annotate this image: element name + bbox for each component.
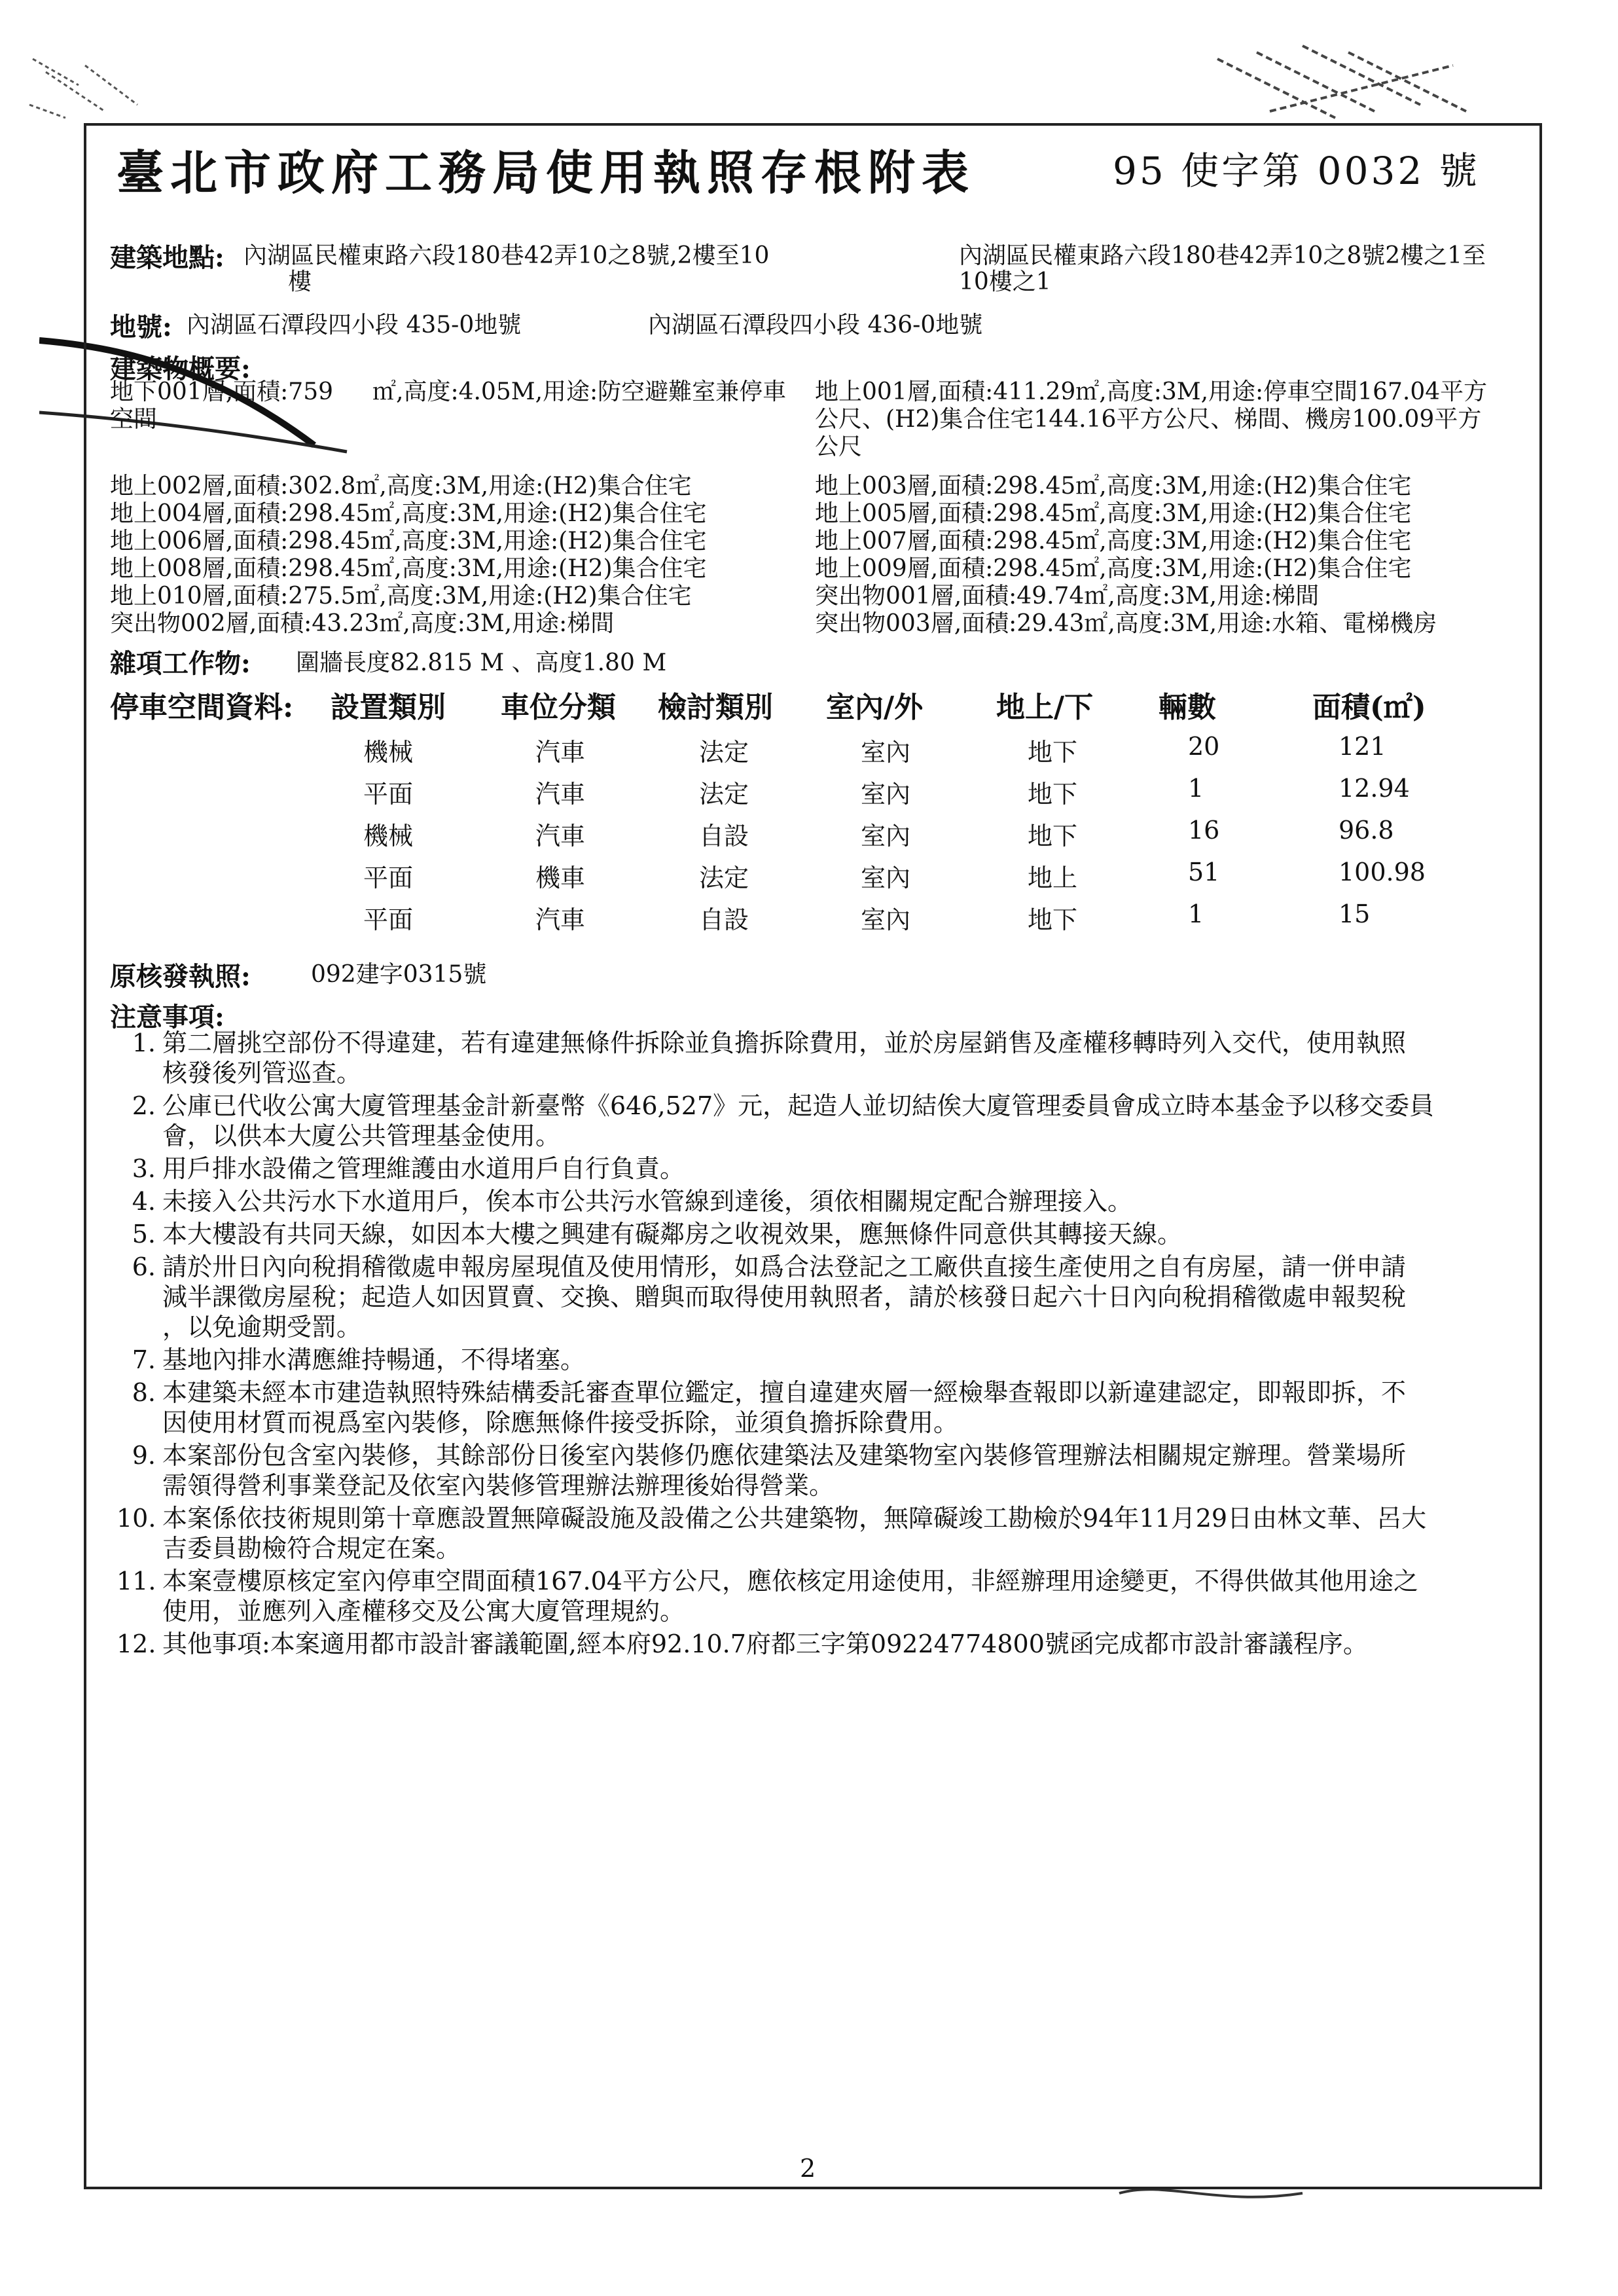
table-cell: 平面 (363, 864, 414, 892)
note-number: 5. (132, 1220, 156, 1248)
table-cell: 機械 (363, 822, 414, 850)
document-title: 臺北市政府工務局使用執照存根附表 (117, 145, 976, 200)
overview-b1-line1 (110, 380, 786, 405)
table-cell: 16 (1188, 816, 1220, 845)
parking-header: 室內/外 (826, 691, 924, 724)
note-line: 吉委員勘檢符合規定在案。 (162, 1534, 461, 1563)
site-address-right-2: 10樓之1 (959, 268, 1051, 295)
list-item (117, 1091, 1530, 1151)
overview-f1-line2: 公尺、(H2)集合住宅144.16平方公尺、梯間、機房100.09平方 (815, 406, 1482, 433)
note-number: 3. (132, 1154, 156, 1183)
table-cell: 汽車 (535, 738, 586, 767)
table-cell: 地上 (1028, 864, 1078, 892)
overview-label: 建築物概要: (110, 354, 251, 384)
note-number: 11. (117, 1567, 156, 1595)
list-item (117, 1377, 1530, 1438)
scan-mark-top-left (26, 46, 196, 131)
note-line: ，以免逾期受罰。 (162, 1313, 362, 1341)
site-address-left-1: 內湖區民權東路六段180巷42弄10之8號,2樓至10 (243, 242, 770, 269)
note-number: 1. (132, 1029, 156, 1057)
table-cell: 地下 (1028, 822, 1078, 850)
note-line: 第二層挑空部份不得違建，若有違建無條件拆除並負擔拆除費用，並於房屋銷售及產權移轉時列入交代，使用執照 (162, 1029, 1407, 1057)
table-cell: 15 (1339, 900, 1371, 928)
note-line: 會，以供本大廈公共管理基金使用。 (162, 1121, 561, 1150)
overview-right-row: 地上007層,面積:298.45㎡,高度:3M,用途:(H2)集合住宅 (815, 528, 1412, 555)
overview-left-row: 地上010層,面積:275.5㎡,高度:3M,用途:(H2)集合住宅 (110, 583, 692, 610)
lot-right: 內湖區石潭段四小段 436-0地號 (648, 312, 983, 338)
list-item (117, 1566, 1530, 1626)
table-cell: 汽車 (535, 822, 586, 850)
table-cell: 1 (1188, 900, 1204, 928)
note-line: 公庫已代收公寓大廈管理基金計新臺幣《646,527》元，起造人並切結俟大廈管理委員會成立時本基金予以移交委員 (162, 1091, 1435, 1120)
table-cell: 法定 (699, 780, 749, 809)
list-item (117, 1219, 1530, 1249)
table-cell: 汽車 (535, 905, 586, 934)
overview-b1-line2: 空間 (110, 406, 158, 433)
permit-number: 95 使字第 0032 號 (1113, 149, 1480, 193)
overview-left-row: 地上006層,面積:298.45㎡,高度:3M,用途:(H2)集合住宅 (110, 528, 707, 555)
overview-right-row: 地上005層,面積:298.45㎡,高度:3M,用途:(H2)集合住宅 (815, 500, 1412, 527)
note-line: 基地內排水溝應維持暢通，不得堵塞。 (162, 1345, 586, 1374)
note-line: 因使用材質而視爲室內裝修，除應無條件接受拆除，並須負擔拆除費用。 (162, 1408, 959, 1437)
table-cell: 機械 (363, 738, 414, 767)
table-cell: 121 (1339, 732, 1386, 761)
note-line: 本案壹樓原核定室內停車空間面積167.04平方公尺，應依核定用途使用，非經辦理用途變更，不得供做其他用途之 (162, 1567, 1418, 1595)
parking-label: 停車空間資料: (110, 691, 294, 724)
table-cell: 100.98 (1339, 858, 1426, 886)
overview-left-row: 地上002層,面積:302.8㎡,高度:3M,用途:(H2)集合住宅 (110, 473, 692, 500)
note-number: 8. (132, 1378, 156, 1407)
parking-header: 面積(㎡) (1312, 691, 1426, 724)
misc-value: 圍牆長度82.815 M 、高度1.80 M (296, 649, 667, 676)
list-item (117, 1154, 1530, 1184)
site-address-right-1: 內湖區民權東路六段180巷42弄10之8號2樓之1至 (959, 242, 1486, 269)
notes-list (117, 1028, 1530, 1662)
table-cell: 平面 (363, 905, 414, 934)
note-line: 未接入公共污水下水道用戶，俟本市公共污水管線到達後，須依相關規定配合辦理接入。 (162, 1187, 1133, 1216)
table-cell: 96.8 (1339, 816, 1394, 845)
list-item (117, 1252, 1530, 1342)
parking-header: 設置類別 (331, 691, 446, 724)
table-cell: 自設 (699, 822, 749, 850)
table-cell: 汽車 (535, 780, 586, 809)
table-cell: 20 (1188, 732, 1220, 761)
scan-mark-top-right (1204, 39, 1479, 131)
table-cell: 12.94 (1339, 774, 1410, 803)
note-line: 減半課徵房屋稅；起造人如因買賣、交換、贈與而取得使用執照者，請於核發日起六十日內向稅捐稽徵處申報契稅 (162, 1283, 1407, 1311)
table-cell: 法定 (699, 738, 749, 767)
lot-label: 地號: (110, 312, 172, 342)
table-cell: 法定 (699, 864, 749, 892)
page-number: 2 (800, 2154, 816, 2183)
overview-right-row: 突出物003層,面積:29.43㎡,高度:3M,用途:水箱、電梯機房 (815, 610, 1437, 637)
note-number: 12. (117, 1630, 156, 1658)
note-number: 9. (132, 1441, 156, 1470)
table-cell: 機車 (535, 864, 586, 892)
misc-label: 雜項工作物: (110, 648, 251, 679)
note-line: 本大樓設有共同天線，如因本大樓之興建有礙鄰房之收視效果，應無條件同意供其轉接天線。 (162, 1220, 1183, 1248)
table-cell: 室內 (861, 905, 911, 934)
overview-f1-line3: 公尺 (815, 433, 863, 460)
parking-header: 輛數 (1159, 691, 1216, 724)
overview-right-row: 突出物001層,面積:49.74㎡,高度:3M,用途:梯間 (815, 583, 1320, 610)
table-cell: 1 (1188, 774, 1204, 803)
table-cell: 51 (1188, 858, 1220, 886)
table-cell: 自設 (699, 905, 749, 934)
table-cell: 室內 (861, 738, 911, 767)
parking-header: 檢討類別 (658, 691, 773, 724)
notes-label: 注意事項: (110, 1002, 225, 1032)
original-permit-label: 原核發執照: (110, 961, 251, 992)
overview-f1-line1: 地上001層,面積:411.29㎡,高度:3M,用途:停車空間167.04平方 (815, 378, 1488, 405)
list-item (117, 1629, 1530, 1659)
site-address-left-2: 樓 (288, 268, 312, 295)
table-cell: 室內 (861, 864, 911, 892)
lot-left: 內湖區石潭段四小段 435-0地號 (187, 312, 522, 338)
note-number: 4. (132, 1187, 156, 1216)
original-permit-value: 092建字0315號 (311, 961, 487, 988)
list-item (117, 1028, 1530, 1088)
table-cell: 地下 (1028, 738, 1078, 767)
table-cell: 地下 (1028, 780, 1078, 809)
note-line: 其他事項:本案適用都市設計審議範圍,經本府92.10.7府都三字第09224774800號函完成都市設計審議程序。 (162, 1630, 1368, 1658)
overview-b1-area: 地下001層,面積:759 (110, 378, 333, 405)
note-line: 本建築未經本市建造執照特殊結構委託審查單位鑑定，擅自違建夾層一經檢舉查報即以新違建認定，即報即拆，不 (162, 1378, 1407, 1407)
note-number: 6. (132, 1252, 156, 1281)
overview-right-row: 地上003層,面積:298.45㎡,高度:3M,用途:(H2)集合住宅 (815, 473, 1412, 500)
table-cell: 地下 (1028, 905, 1078, 934)
overview-left-row: 地上008層,面積:298.45㎡,高度:3M,用途:(H2)集合住宅 (110, 555, 707, 582)
list-item (117, 1345, 1530, 1375)
overview-b1-detail: ㎡,高度:4.05M,用途:防空避難室兼停車 (372, 378, 787, 405)
note-line: 本案係依技術規則第十章應設置無障礙設施及設備之公共建築物，無障礙竣工勘檢於94年11月29日由林文華、呂大 (162, 1504, 1427, 1533)
site-label: 建築地點: (110, 242, 225, 273)
note-line: 用戶排水設備之管理維護由水道用戶自行負責。 (162, 1154, 685, 1183)
overview-left-row: 地上004層,面積:298.45㎡,高度:3M,用途:(H2)集合住宅 (110, 500, 707, 527)
note-line: 請於卅日內向稅捐稽徵處申報房屋現值及使用情形，如爲合法登記之工廠供直接生產使用之自有房屋，請一併申請 (162, 1252, 1407, 1281)
note-line: 使用，並應列入產權移交及公寓大廈管理規約。 (162, 1597, 685, 1626)
note-number: 2. (132, 1091, 156, 1120)
note-line: 核發後列管巡查。 (162, 1059, 362, 1087)
list-item (117, 1440, 1530, 1501)
parking-header: 地上/下 (996, 691, 1094, 724)
overview-right-row: 地上009層,面積:298.45㎡,高度:3M,用途:(H2)集合住宅 (815, 555, 1412, 582)
table-cell: 平面 (363, 780, 414, 809)
overview-left-row: 突出物002層,面積:43.23㎡,高度:3M,用途:梯間 (110, 610, 615, 637)
list-item (117, 1186, 1530, 1216)
note-number: 7. (132, 1345, 156, 1374)
note-line: 本案部份包含室內裝修，其餘部份日後室內裝修仍應依建築法及建築物室內裝修管理辦法相關規定辦理。營業場所 (162, 1441, 1407, 1470)
parking-header: 車位分類 (501, 691, 616, 724)
list-item (117, 1503, 1530, 1563)
note-line: 需領得營利事業登記及依室內裝修管理辦法辦理後始得營業。 (162, 1471, 835, 1500)
table-cell: 室內 (861, 822, 911, 850)
note-number: 10. (117, 1504, 156, 1533)
table-cell: 室內 (861, 780, 911, 809)
